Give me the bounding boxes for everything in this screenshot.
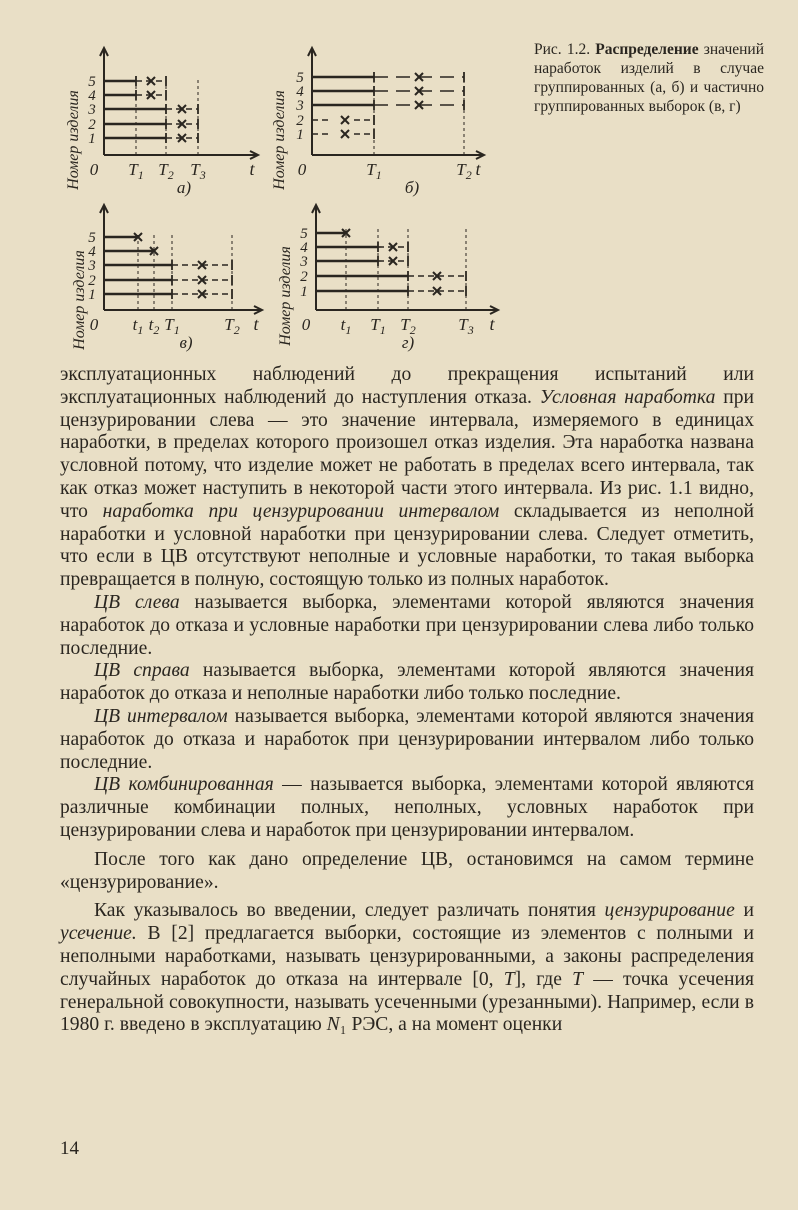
- text-run: называется выборка, элементами которой являются значения наработок до отказа и неполные наработки либо только последние.: [60, 660, 754, 705]
- item-number: 4: [88, 88, 96, 104]
- paragraph-p7: [60, 900, 754, 1037]
- text-run: Как указывалось во введении, следует различать понятия: [94, 900, 605, 922]
- panel-label: б): [404, 178, 420, 197]
- item-number: 3: [300, 254, 308, 270]
- item-number: 2: [88, 273, 96, 289]
- text-run: ₁ РЭС, а на момент оценки: [339, 1014, 563, 1036]
- item-number: 1: [296, 127, 304, 143]
- italic-term: T: [503, 968, 515, 990]
- tick-label: $T_2$: [456, 160, 472, 182]
- item-number: 4: [296, 84, 304, 100]
- x-axis-label: t: [489, 314, 495, 334]
- italic-term: усечение.: [60, 923, 137, 945]
- panel-label: г): [401, 333, 415, 352]
- panel-label: а): [176, 178, 192, 197]
- origin-label: 0: [297, 160, 307, 179]
- text-run: называется выборка, элементами которой являются значения наработок до отказа и условные наработки при цензурировании слева либо только последние.: [60, 591, 754, 659]
- text-run: — называется выборка, элементами которой являются различные комбинации полных, неполных, условных наработок при цензурировании слева и наработок при цензурировании интервалом.: [60, 774, 754, 841]
- body-text: [60, 364, 754, 1037]
- text-run: называется выборка, элементами которой являются значения наработок до отказа и наработок при цензурировании интервалом либо только последние.: [60, 705, 754, 773]
- item-number: 2: [300, 269, 308, 285]
- text-run: и: [734, 900, 754, 922]
- caption-lead: Рис. 1.2.: [534, 41, 591, 58]
- paragraph-p4: [60, 706, 754, 774]
- tick-label: $T_1$: [128, 160, 144, 182]
- text-run: В [2] предлагается выборки, состоящие из элементов с полными и неполными наработками, называть цензурированными, а законы распределения случайных наработок до отказа на интервале [0,: [60, 923, 754, 990]
- x-axis-label: t: [249, 159, 255, 179]
- item-number: 1: [300, 284, 308, 300]
- tick-label: $T_2$: [400, 315, 416, 337]
- paragraph-p6: [60, 849, 754, 895]
- text-run: при цензурировании слева — это значение интервала, измеряемого в единицах наработки, в пределах которого произошел отказ изделия. Эта наработка названа условной потому, что изделие может не работать в пределах всего интервала, так как отказ может наступить в некоторой части этого интервала. Из рис. 1.1 видно, что: [60, 386, 754, 522]
- origin-label: 0: [89, 160, 99, 179]
- item-number: 2: [296, 113, 304, 129]
- tick-label: $t_1$: [340, 315, 352, 337]
- item-number: 5: [88, 230, 96, 246]
- item-number: 2: [88, 117, 96, 133]
- tick-label: $T_1$: [366, 160, 382, 182]
- panel-label: в): [179, 333, 193, 352]
- italic-term: ЦВ интервалом: [94, 705, 228, 727]
- text-run: После того как дано определение ЦВ, остановимся на самом термине «цензурирование».: [60, 848, 754, 893]
- italic-term: наработка при цензурировании интервалом: [102, 500, 500, 522]
- tick-label: $T_1$: [370, 315, 386, 337]
- origin-label: 0: [301, 315, 311, 334]
- paragraph-p3: [60, 660, 754, 706]
- italic-term: Условная наработка: [539, 386, 716, 408]
- origin-label: 0: [89, 315, 99, 334]
- caption-title: Распределение: [595, 41, 699, 58]
- x-axis-label: t: [475, 159, 481, 179]
- text-run: — точка усечения генеральной совокупности, называть усеченными (урезанными). Например, если в 1980 г. введено в эксплуатацию: [60, 968, 754, 1036]
- item-number: 4: [300, 240, 308, 256]
- figure-caption: [534, 40, 764, 116]
- tick-label: $T_1$: [164, 315, 180, 337]
- item-number: 3: [88, 258, 96, 274]
- item-number: 1: [88, 131, 96, 147]
- text-run: ], где: [514, 968, 573, 990]
- italic-term: N: [326, 1014, 340, 1036]
- item-number: 3: [296, 98, 304, 114]
- item-number: 5: [296, 70, 304, 86]
- tick-label: $T_3$: [190, 160, 206, 182]
- paragraph-p2: [60, 592, 754, 660]
- text-run: складывается из неполной наработки и условной наработки при цензурировании слева. Следует отметить, что если в ЦВ отсутствуют неполные и условные наработки, то такая выборка превращается в полную, состоящую только из полных наработок.: [60, 500, 754, 591]
- y-axis-label: Номер изделия: [65, 90, 82, 190]
- tick-label: $T_2$: [224, 315, 240, 337]
- paragraph-p1: [60, 364, 754, 592]
- figure-1-2: [0, 0, 798, 360]
- italic-term: ЦВ слева: [94, 591, 180, 613]
- tick-label: $t_1$: [132, 315, 144, 337]
- item-number: 5: [300, 226, 308, 242]
- y-axis-label: Номер изделия: [71, 250, 88, 350]
- caption-rest: значений наработок изделий в случае группированных (а, б) и частично группированных выборок (в, г): [534, 41, 765, 115]
- item-number: 3: [88, 102, 96, 118]
- text-run: эксплуатационных наблюдений до прекращения испытаний или эксплуатационных наблюдений до наступления отказа.: [60, 364, 754, 408]
- y-axis-label: Номер изделия: [271, 90, 288, 190]
- italic-term: ЦВ комбинированная: [94, 774, 274, 796]
- x-axis-label: t: [253, 314, 259, 334]
- page-number: 14: [60, 1138, 79, 1159]
- tick-label: $T_2$: [158, 160, 174, 182]
- italic-term: ЦВ справа: [94, 660, 190, 682]
- item-number: 5: [88, 74, 96, 90]
- item-number: 1: [88, 287, 96, 303]
- y-axis-label: Номер изделия: [277, 246, 294, 346]
- tick-label: $t_2$: [148, 315, 160, 337]
- figure-diagrams: [0, 0, 534, 360]
- tick-label: $T_3$: [458, 315, 474, 337]
- paragraph-p5: [60, 774, 754, 842]
- italic-term: T: [572, 968, 584, 990]
- italic-term: цензурирование: [604, 900, 735, 922]
- item-number: 4: [88, 244, 96, 260]
